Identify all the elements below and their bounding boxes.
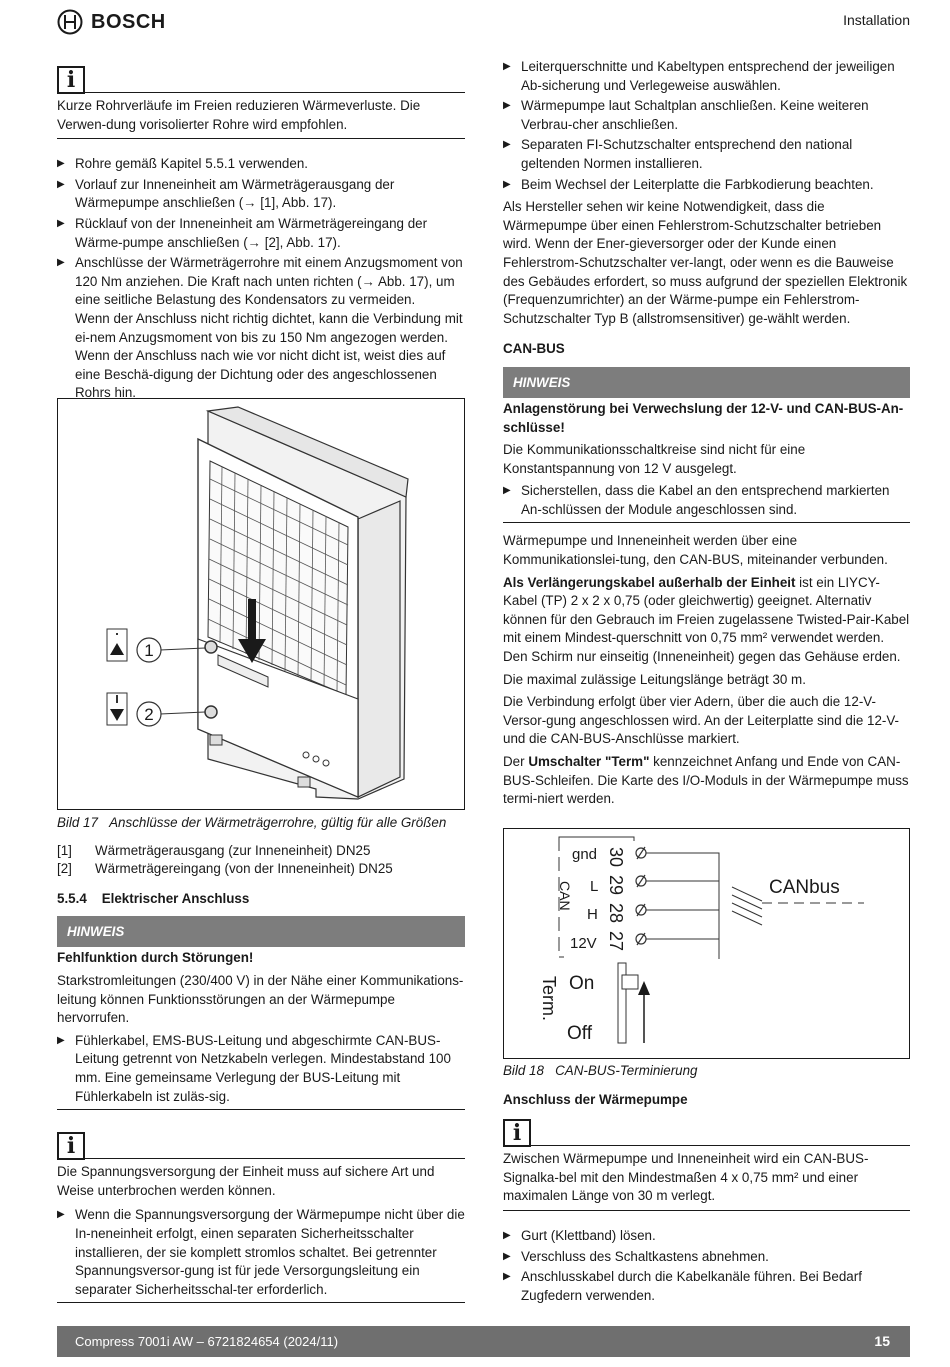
info-box-3 bbox=[503, 1119, 910, 1147]
terminal-27: 27 bbox=[606, 931, 626, 952]
info-text-1: Kurze Rohrverläufe im Freien reduzieren Wärmeverluste. Die Verwen-dung vorisolierter Rohre wird empfohlen. bbox=[57, 98, 421, 132]
footer-doc: Compress 7001i AW – 6721824654 (2024/11) bbox=[75, 1334, 339, 1349]
callout-1: 1 bbox=[144, 641, 154, 660]
legend-item: [1] Wärmeträgerausgang (zur Inneneinheit) DN25 bbox=[57, 842, 371, 858]
bullet-item: ▶ Verschluss des Schaltkastens abnehmen. bbox=[503, 1248, 910, 1267]
label-L: L bbox=[590, 878, 599, 895]
bullet-item: ▶ Anschlusskabel durch die Kabelkanäle führen. Bei Bedarf Zugfedern verwenden. bbox=[503, 1268, 910, 1305]
label-can: CAN bbox=[557, 881, 573, 911]
brand-name: BOSCH bbox=[91, 10, 166, 33]
bullet-item: ▶ Vorlauf zur Inneneinheit am Wärmeträgerausgang der Wärmepumpe anschließen (→ [1], Abb. 17). bbox=[57, 176, 465, 213]
info-box-1 bbox=[57, 66, 465, 94]
right-column-lower bbox=[503, 1062, 910, 1307]
info-icon: i bbox=[57, 66, 85, 94]
bullet-item: ▶ Beim Wechsel der Leiterplatte die Farbkodierung beachten. bbox=[503, 176, 910, 195]
bosch-armature-icon bbox=[57, 9, 83, 35]
hinweis-title: Fehlfunktion durch Störungen! bbox=[57, 950, 254, 966]
info-text-2: Die Spannungsversorgung der Einheit muss auf sichere Art und Weise unterbrochen werden können. bbox=[57, 1164, 435, 1198]
label-12v: 12V bbox=[570, 935, 597, 952]
hinweis-bar: HINWEIS bbox=[503, 367, 910, 398]
paragraph: Die maximal zulässige Leitungslänge beträgt 30 m. bbox=[503, 671, 806, 687]
bullet-item: ▶ Wärmepumpe laut Schaltplan anschließen. Keine weiteren Verbrau-cher anschließen. bbox=[503, 97, 910, 134]
figure-17-caption: Bild 17 Anschlüsse der Wärmeträgerrohre, gültig für alle Größen bbox=[57, 815, 447, 830]
bullet-item: ▶ Gurt (Klettband) lösen. bbox=[503, 1227, 910, 1246]
page-number: 15 bbox=[874, 1333, 890, 1349]
heat-pump-illustration bbox=[58, 399, 464, 809]
page-footer bbox=[57, 1326, 910, 1357]
label-off: Off bbox=[567, 1023, 592, 1044]
paragraph: Wärmepumpe und Inneneinheit werden über eine Kommunikationslei-tung, den CAN-BUS, miteinander verbunden. bbox=[503, 533, 888, 568]
callout-2: 2 bbox=[144, 705, 154, 724]
hinweis-text: Starkstromleitungen (230/400 V) in der Nähe einer Kommunikations-leitung können Funktionsstörungen an der Wärmepumpe hervorrufen. bbox=[57, 972, 464, 1026]
section-heading: 5.5.4 Elektrischer Anschluss bbox=[57, 890, 250, 906]
anschluss-heading: Anschluss der Wärmepumpe bbox=[503, 1091, 688, 1107]
label-on: On bbox=[569, 973, 595, 994]
bullet-item: ▶ Sicherstellen, dass die Kabel an den entsprechend markierten An-schlüssen der Module angeschlossen sind. bbox=[503, 482, 910, 519]
bosch-logo bbox=[57, 9, 166, 35]
right-column bbox=[503, 58, 910, 809]
bullet-item: ▶ Fühlerkabel, EMS-BUS-Leitung und abgeschirmte CAN-BUS-Leitung getrennt von Netzkabeln verlegen. Mindestabstand 100 mm. Eine gemeinsame Verlegung der BUS-Leitung mit Fühlerkabeln ist zuläs-sig. bbox=[57, 1032, 465, 1106]
bullet-item: ▶ Rücklauf von der Inneneinheit am Wärmeträgereingang der Wärme-pumpe anschließen (→ [2], Abb. 17). bbox=[57, 215, 465, 252]
left-column-lower bbox=[57, 814, 465, 1303]
info-text-3: Zwischen Wärmepumpe und Inneneinheit wird ein CAN-BUS-Signalka-bel mit den Mindestmaßen 4 x 0,75 mm² und einer maximalen Länge von 30 m verlegt. bbox=[503, 1151, 869, 1204]
info-box-2 bbox=[57, 1132, 465, 1160]
bullet-continuation: Wenn der Anschluss nicht richtig dichtet, kann die Verbindung mit ei-nem Anzugsmoment von bis zu 150 Nm angezogen werden. Wenn der Anschluss nach wie vor nicht dicht ist, weist dies auf eine Beschä-digung der Dichtung oder des angeschlossenen Rohrs hin. bbox=[75, 310, 463, 401]
left-column bbox=[57, 66, 465, 403]
info-icon: i bbox=[503, 1119, 531, 1147]
bullet-item: ▶ Separaten FI-Schutzschalter entsprechend den national geltenden Normen installieren. bbox=[503, 136, 910, 173]
hinweis-text: Die Kommunikationsschaltkreise sind nicht für eine Konstantspannung von 12 V ausgelegt. bbox=[503, 442, 806, 476]
section-label: Installation bbox=[843, 12, 910, 28]
paragraph: Als Verlängerungskabel außerhalb der Einheit ist ein LIYCY-Kabel (TP) 2 x 2 x 0,75 (oder gleichwertig) geeignet. Alternativ können für den Gebrauch im Freien zugelassene Twisted-Pair-Kabel mit einem Mindest-querschnitt von 0,75 mm² verwendet werden. Den Schirm nur einseitig (Inneneinheit) gegen das Gehäuse erden. bbox=[503, 574, 910, 665]
figure-17 bbox=[57, 398, 465, 810]
bullet-item: ▶ Wenn die Spannungsversorgung der Wärmepumpe nicht über die In-neneinheit erfolgt, einen separaten Sicherheitsschalter installieren, der sie komplett stromlos schaltet. Bei getrennter Spannungsversor-gung ist für jede Versorgungsleitung ein separater Sicherheitsschal-ter erforderlich. bbox=[57, 1206, 465, 1299]
terminal-28: 28 bbox=[606, 903, 626, 924]
paragraph: Die Verbindung erfolgt über vier Adern, über die auch die 12-V-Versor-gung angeschlossen wird. An der Leiterplatte sind die 12-V- und die CAN-BUS-Anschlüsse markiert. bbox=[503, 694, 900, 747]
paragraph: Als Hersteller sehen wir keine Notwendigkeit, dass die Wärmepumpe über einen Fehlerstrom-Schutzschalter betrieben wird. Wenn der Ener-gieversorger oder der Kunde einen Fehlerstrom-Schutzschalter ver-langt, oder wenn es die Bauweise des Gebäudes erfordert, so muss aufgrund der speziellen Elektronik (Frequenzumrichter) an der Wärme-pumpe ein Fehlerstrom-Schutzschalter Typ B (allstromsensitiver) ge-wählt werden. bbox=[503, 199, 908, 326]
canbus-label: CANbus bbox=[769, 877, 840, 898]
bullet-item: ▶ Rohre gemäß Kapitel 5.5.1 verwenden. bbox=[57, 155, 465, 174]
label-gnd: gnd bbox=[572, 846, 598, 863]
info-icon: i bbox=[57, 1132, 85, 1160]
terminal-30: 30 bbox=[606, 847, 626, 868]
figure-18 bbox=[503, 828, 910, 1059]
legend-item: [2] Wärmeträgereingang (von der Inneneinheit) DN25 bbox=[57, 861, 393, 877]
bullet-item: ▶ Leiterquerschnitte und Kabeltypen entsprechend der jeweiligen Ab-sicherung und Verlegeweise auswählen. bbox=[503, 58, 910, 95]
bullet-item: ▶ Anschlüsse der Wärmeträgerrohre mit einem Anzugsmoment von 120 Nm anziehen. Die Kraft nach unten richten (→ Abb. 17), um eine seitliche Belastung des Kondensators zu vermeiden. bbox=[57, 254, 465, 310]
hinweis-bar: HINWEIS bbox=[57, 916, 465, 947]
hinweis-title: Anlagenstörung bei Verwechslung der 12-V- und CAN-BUS-An-schlüsse! bbox=[503, 400, 904, 435]
can-bus-heading: CAN-BUS bbox=[503, 341, 565, 357]
paragraph: Der Umschalter "Term" kennzeichnet Anfang und Ende von CAN-BUS-Schleifen. Die Karte des I/O-Moduls in der Wärmepumpe muss termi-niert werden. bbox=[503, 754, 909, 807]
figure-18-caption: Bild 18 CAN-BUS-Terminierung bbox=[503, 1063, 698, 1078]
terminal-29: 29 bbox=[606, 875, 626, 896]
label-term: Term. bbox=[539, 976, 559, 1021]
label-H: H bbox=[587, 906, 598, 923]
can-bus-termination-diagram bbox=[504, 829, 909, 1058]
